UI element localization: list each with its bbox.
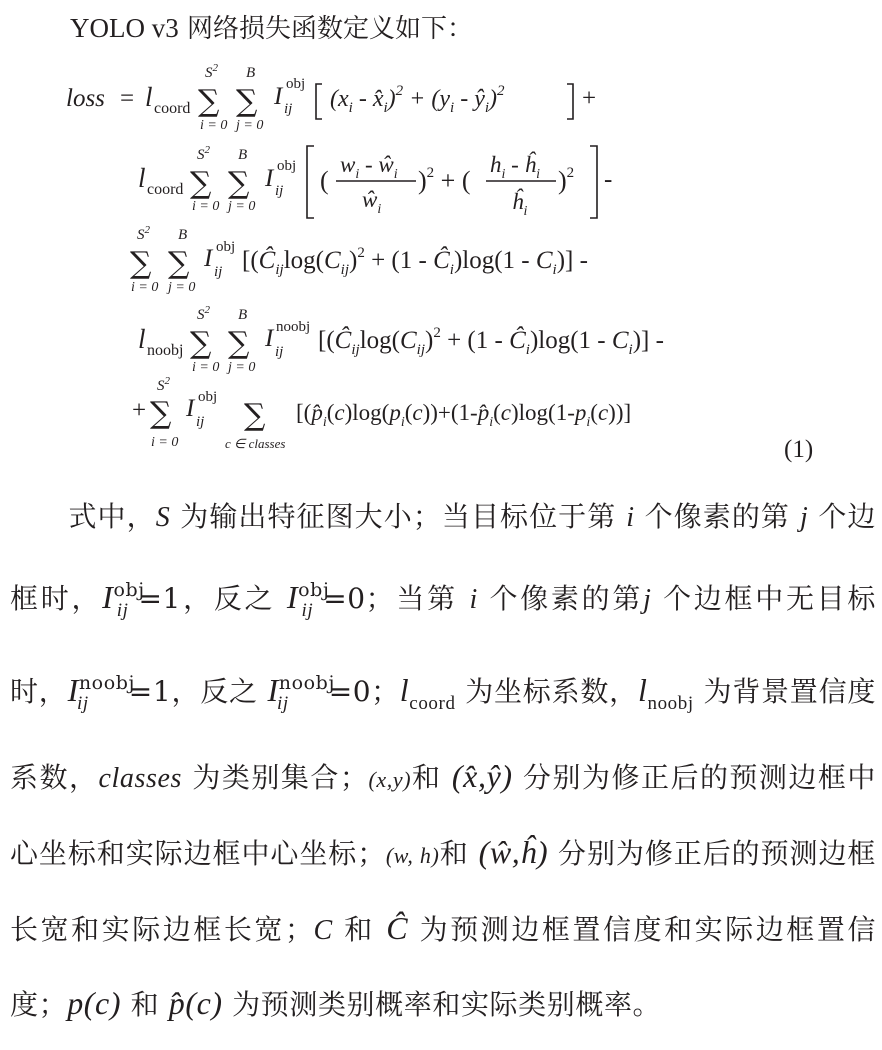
sum-upper: B [238,147,248,163]
lambda-sub: noobj [647,693,694,714]
var-S: S [155,502,171,533]
sum-sign: ∑ [150,396,172,431]
text-run: =1，反之 [128,675,268,708]
var-pc-hat: p̂(c) [168,985,223,1021]
plus-sign: + [582,85,597,112]
sum-sign: ∑ [130,246,152,281]
sum-lower: i = 0 [192,199,220,214]
indicator: I [204,245,213,272]
explanation-paragraph [10,480,876,1041]
sum-upper: $S^2$ [157,375,170,394]
text-run: 和 [332,913,387,946]
indicator: I [186,395,195,422]
equation-number: (1) [784,436,814,463]
line3-expression: [($Ĉ_{ij}\log(C_{ij})^2 + (1$ - $Ĉ_i)\log(1 - C_i)$] - [242,245,588,278]
sum-sign: ∑ [244,398,266,433]
var-C: C [313,915,333,946]
lambda-coord-1-sub: coord [154,100,191,117]
sum-lower: i = 0 [131,280,159,295]
var-j: j [643,584,652,615]
sum-lower: j = 0 [228,360,256,375]
loss-lhs: loss [66,85,105,112]
indicator-sup: obj [216,239,236,255]
indicator-sup: noobj [278,672,335,694]
lambda-coord-2: l [138,163,146,193]
text-run: 和 [439,837,479,870]
lambda-l: l [399,672,410,708]
equation-line-1 [66,62,596,133]
var-xy-hat: (x̂,ŷ) [451,758,513,794]
equation-line-3 [130,224,588,295]
equation-line-2 [138,144,612,219]
sum-lower: i = 0 [200,118,228,133]
text-run: 式中， [68,500,156,533]
paren: )$^2$ + ( [418,165,471,195]
sum-lower: j = 0 [236,118,264,133]
indicator-sub: ij [214,264,223,280]
var-classes: classes [98,763,182,794]
paren: )$^2$ [558,165,575,195]
w-fraction-num: $w_i$ - $ŵ_i$ [340,152,398,182]
var-i: i [469,584,478,615]
indicator-sub: ij [116,600,129,621]
var-i: i [626,502,635,533]
var-pc: p(c) [67,985,122,1021]
sum-sign: ∑ [228,326,250,361]
sum-lower: i = 0 [151,435,179,450]
lambda-l: l [637,672,648,708]
sum-upper: B [178,227,188,243]
sum-upper: B [238,307,248,323]
text-run: 为类别集合； [182,761,369,794]
indicator-sup: obj [277,158,297,174]
lambda-coord-2-sub: coord [147,181,184,198]
text-run: 和 [121,988,169,1021]
lambda-noobj: l [138,324,146,354]
text-run: 分别为修正后的预测边框中心坐标和实际边框中心坐标； [10,761,876,870]
text-run: 个边框时， [10,500,876,615]
sum-sign: ∑ [198,84,220,119]
intro-text: 网络损失函数定义如下： [178,14,474,44]
text-run: =1，反之 [138,582,287,615]
plus-sign: + [132,397,147,424]
indicator-sub: ij [284,101,293,117]
sum-sign: ∑ [236,84,258,119]
text-run: 为输出特征图大小；当目标位于第 [170,500,627,533]
text-run: 和 [411,761,452,794]
var-wh-hat: (ŵ,ĥ) [478,834,549,870]
minus-sign: - [604,166,613,193]
lambda-coord-1: l [145,82,153,112]
h-fraction-den: $ĥ_i$ [512,189,528,219]
indicator-I: I [267,672,279,708]
indicator-I: I [286,579,299,615]
indicator-sub: ij [77,693,89,714]
text-run: =0； [328,675,400,708]
text-run: 个像素的第 [634,500,800,533]
equation-line-4 [138,304,664,375]
lambda-sub: coord [409,693,456,714]
indicator-I: I [67,672,79,708]
lambda-noobj-sub: noobj [147,342,184,359]
sum-lower: c ∈ classes [225,436,286,451]
indicator-sup: obj [286,76,306,92]
var-xy: (x,y) [368,767,412,792]
indicator-sup: obj [198,389,218,405]
text-run: =0；当第 [323,582,470,615]
indicator: I [265,165,274,192]
sum-upper: $S^2$ [197,144,210,163]
indicator: I [265,325,274,352]
text-run: 分别为修正后的预测边框长宽和实际边框长宽； [10,837,876,946]
indicator-sup: obj [113,579,145,601]
indicator-sup: noobj [276,319,311,335]
indicator-sub: ij [275,344,284,360]
sum-sign: ∑ [168,246,190,281]
loss-equation [0,0,882,470]
text-run: 个边框中无目标时， [10,582,877,708]
sum-sign: ∑ [190,166,212,201]
sum-upper: $S^2$ [205,62,218,81]
indicator-sup: obj [298,579,330,601]
text-run: 为背景置信度系数， [10,675,876,794]
var-j: j [799,502,809,533]
paren: ( [320,166,329,195]
var-C-hat: Ĉ [386,910,409,946]
text-run: 为预测类别概率和实际类别概率。 [222,988,662,1021]
sum-lower: j = 0 [168,280,196,295]
sum-sign: ∑ [190,326,212,361]
equation-line-5 [132,375,813,463]
line5-expression: [($p̂_i(c)\log(p_i(c))+(1-p̂_i(c)\log(1-p_i(c))]$ [296,400,632,430]
text-run: 个像素的第 [477,582,644,615]
indicator-sub: ij [196,414,205,430]
intro-model-name: YOLO v3 [70,13,179,43]
text-run: 为预测边框置信度和实际边框置信度； [10,913,876,1021]
line4-expression: [($Ĉ_{ij}\log(C_{ij})^2 + (1$ - $Ĉ_i)\log(1 - C_i)$] - [318,325,664,358]
indicator-sub: ij [275,183,284,199]
text-run: 为坐标系数， [455,675,638,708]
indicator-sup: noobj [78,672,136,694]
sum-lower: j = 0 [228,199,256,214]
equals-sign: = [120,85,135,112]
var-wh: (w, h) [385,843,440,868]
line1-expression: ($x_i$ - $x̂_i)^2 + (y_i$ - $ŷ_i)^2$ [330,83,505,116]
indicator-sub: ij [301,600,314,621]
indicator-I: I [102,579,114,615]
sum-upper: B [246,65,256,81]
sum-sign: ∑ [228,166,250,201]
sum-upper: $S^2$ [137,224,150,243]
w-fraction-den: $ŵ_i$ [362,187,382,217]
sum-upper: $S^2$ [197,304,210,323]
indicator: I [274,83,283,110]
h-fraction-num: $h_i$ - $ĥ_i$ [490,152,540,182]
indicator-sub: ij [276,693,289,714]
sum-lower: i = 0 [192,360,220,375]
